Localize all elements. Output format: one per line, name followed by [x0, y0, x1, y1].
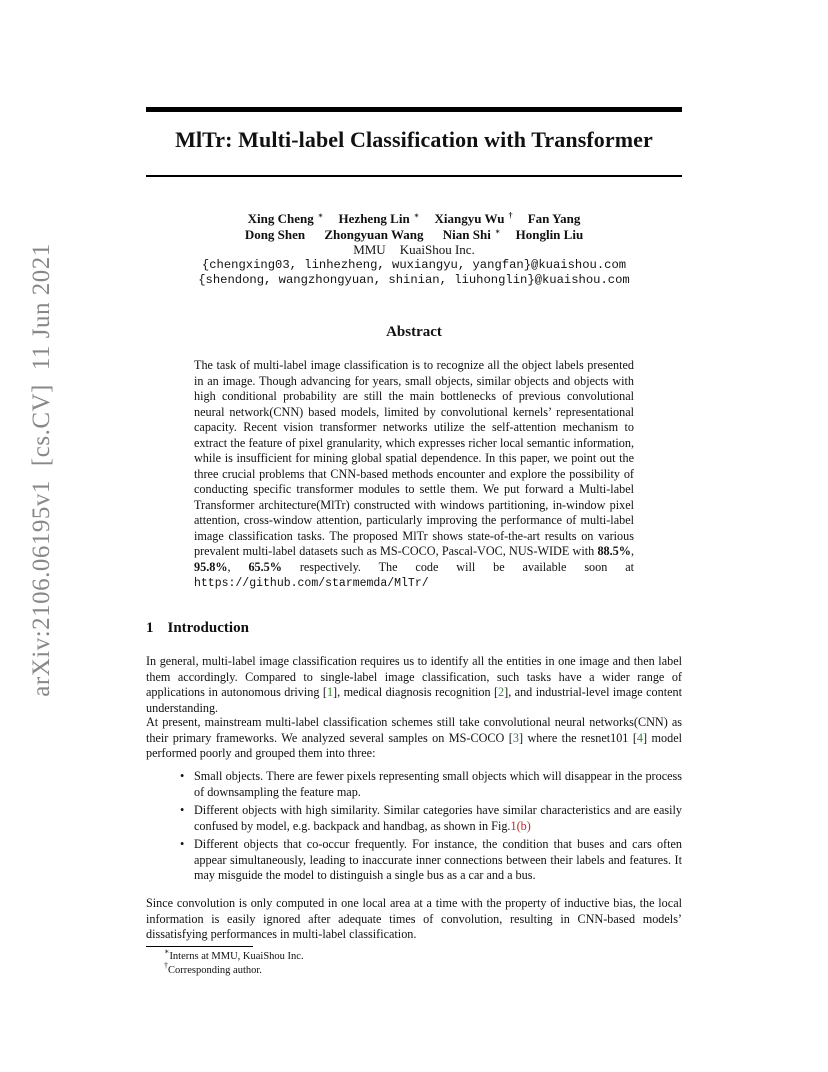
arxiv-category: [cs.CV]: [28, 384, 55, 467]
list-item: • Small objects. There are fewer pixels representing small objects which will disappear in the process of downsampling the feature map.: [180, 769, 682, 799]
arxiv-id: arXiv:2106.06195v1: [28, 480, 55, 697]
author: Zhongyuan Wang: [324, 226, 424, 242]
paper-title: MlTr: Multi-label Classification with Transformer: [175, 127, 653, 152]
affiliation: KuaiShou Inc.: [399, 242, 475, 257]
abstract-text: The task of multi-label image classification is to recognize all the object labels presented in an image. Though advancing for years, small objects, similar objects and objects with high conditional probability are still the main bottlenecks of previous convolutional neural network(CNN) based models, limited by convolutional kernels’ representational capacity. Recent vision transformer networks utilize the self-attention mechanism to extract the feature of pixel granularity, which expresses richer local semantic information, while is insufficient for mining global spatial dependence. In this paper, we point out the three crucial problems that CNN-based methods encounter and explore the possibility of conducting specific transformer modules to settle them. We put forward a Multi-label Transformer architecture(MlTr) constructed with windows partitioning, in-window pixel attention, cross-window attention, particularly improving the performance of multi-label image classification tasks. The proposed MlTr shows state-of-the-art results on various prevalent multi-label datasets such as MS-COCO, Pascal-VOC, NUS-WIDE with 88.5%, 95.8%, 65.5% respectively. The code will be available soon at https://github.com/starmemda/MlTr/: [194, 358, 635, 590]
bullet-icon: •: [180, 837, 185, 851]
intro-paragraph-3: Since convolution is only computed in one local area at a time with the property of inductive bias, the local information is easily ignored after adequate times of convolution, resulting in CNN-based models’ dissatisfying performances in multi-label classification.: [146, 896, 682, 941]
author: Xiangyu Wu †: [434, 211, 513, 226]
list-item: • Different objects with high similarity. Similar categories have similar characteristics and are easily confused by model, e.g. backpack and handbag, as shown in Fig.1(b): [180, 803, 682, 833]
arxiv-stamp: [28, 236, 56, 703]
title-top-rule: [146, 107, 682, 112]
footnotes: [164, 947, 304, 978]
author-emails-1: {chengxing03, linhezheng, wuxiangyu, yangfan}@kuaishou.com: [201, 257, 627, 272]
problem-list: [166, 769, 682, 887]
code-url-link[interactable]: https://github.com/starmemda/MlTr/: [194, 577, 429, 590]
citation-link[interactable]: 4: [636, 730, 644, 745]
author-emails-2: {shendong, wangzhongyuan, shinian, liuhonglin}@kuaishou.com: [198, 273, 630, 287]
author-line-2: [146, 227, 682, 243]
affiliation: MMU: [353, 242, 386, 257]
footnote: †Corresponding author.: [164, 961, 262, 976]
author: Hezheng Lin ∗: [338, 211, 420, 226]
citation-link[interactable]: 3: [512, 730, 519, 745]
section-number: 1: [146, 620, 154, 636]
citation-link[interactable]: 1: [326, 685, 334, 699]
author-block: [146, 211, 682, 289]
affiliations: [146, 242, 682, 258]
author-line-1: [146, 211, 682, 227]
arxiv-date: 11 Jun 2021: [28, 243, 55, 371]
citation-link[interactable]: 2: [498, 685, 505, 699]
footnote: ∗Interns at MMU, KuaiShou Inc.: [164, 947, 304, 962]
intro-paragraph-1: In general, multi-label image classification requires us to identify all the entities in one image and then label them accordingly. Compared to single-label image classification, such tasks have a wider range of applications in autonomous driving [1], medical diagnosis recognition [2], and industrial-level image content understanding.: [146, 654, 682, 715]
author: Fan Yang: [527, 211, 581, 226]
title-bottom-rule: [146, 175, 682, 177]
result-nuswide: 65.5%: [248, 559, 282, 574]
intro-paragraph-2: At present, mainstream multi-label classification schemes still take convolutional neural networks(CNN) as their primary frameworks. We analyzed several samples on MS-COCO [3] where the resnet101 [4] model performed poorly and grouped them into three:: [146, 715, 682, 760]
footnote-rule: [146, 946, 253, 947]
author: Dong Shen: [244, 226, 306, 242]
figure-ref-link[interactable]: 1(b): [510, 818, 531, 833]
bullet-icon: •: [180, 803, 185, 817]
author: Nian Shi ∗: [442, 226, 501, 242]
result-coco: 88.5%: [597, 544, 631, 558]
author: Honglin Liu: [515, 226, 584, 242]
abstract-heading: Abstract: [386, 324, 442, 340]
section-heading-introduction: [146, 620, 249, 637]
result-voc: 95.8%: [194, 559, 228, 574]
author: Xing Cheng ∗: [247, 211, 324, 226]
list-item: • Different objects that co-occur frequently. For instance, the condition that buses and cars often appear simultaneously, leading to inaccurate inner connections between their labels and features. It may misguide the model to distinguish a single bus as a car and a bus.: [180, 837, 682, 882]
bullet-icon: •: [180, 769, 185, 783]
section-title: Introduction: [167, 620, 249, 636]
